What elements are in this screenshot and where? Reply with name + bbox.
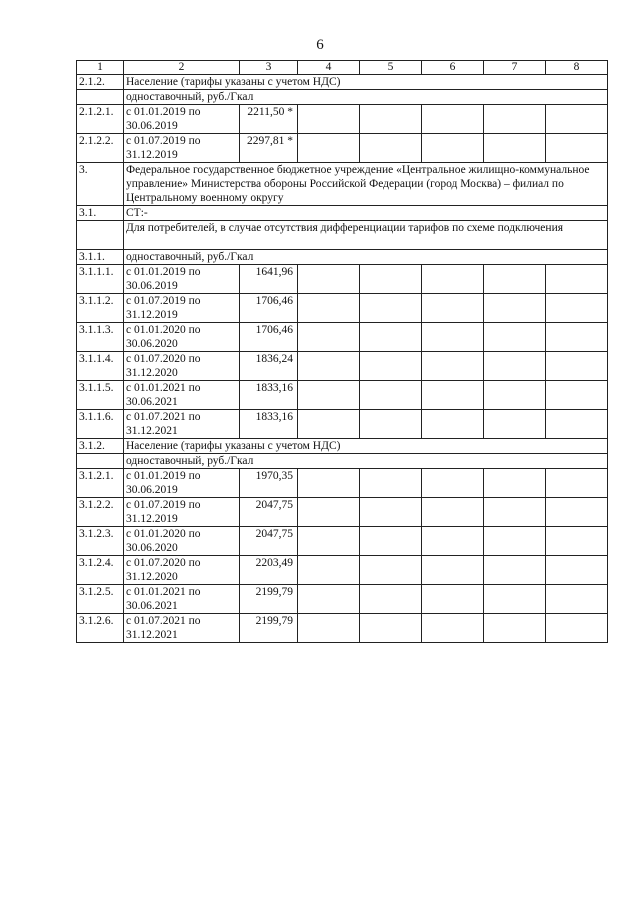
column-header: 3 xyxy=(240,61,298,75)
empty-cell xyxy=(422,585,484,614)
row-number: 3. xyxy=(77,163,124,206)
period-cell: с 01.07.2019 по 31.12.2019 xyxy=(124,134,240,163)
empty-cell xyxy=(546,323,608,352)
period-cell: с 01.07.2019 по 31.12.2019 xyxy=(124,294,240,323)
period-cell: с 01.01.2021 по 30.06.2021 xyxy=(124,585,240,614)
tariff-table xyxy=(76,60,608,643)
section-row xyxy=(77,439,608,454)
empty-cell xyxy=(298,556,360,585)
section-row xyxy=(77,206,608,221)
empty-cell xyxy=(484,294,546,323)
empty-cell xyxy=(422,105,484,134)
tariff-value: 1833,16 xyxy=(240,381,298,410)
row-number: 3.1.1.6. xyxy=(77,410,124,439)
section-title: Федеральное государственное бюджетное учреждение «Центральное жилищно-коммунальное управление» Министерства обороны Российской Федерации (город Москва) – филиал по Центральному военному округу xyxy=(124,163,608,206)
empty-cell xyxy=(484,585,546,614)
row-number xyxy=(77,454,124,469)
column-header: 6 xyxy=(422,61,484,75)
empty-cell xyxy=(360,381,422,410)
period-cell: с 01.01.2019 по 30.06.2019 xyxy=(124,469,240,498)
section-title: Для потребителей, в случае отсутствия дифференциации тарифов по схеме подключения xyxy=(124,221,608,250)
row-number: 3.1.1.2. xyxy=(77,294,124,323)
row-number: 3.1.2.4. xyxy=(77,556,124,585)
tariff-row xyxy=(77,134,608,163)
row-number: 3.1.2.3. xyxy=(77,527,124,556)
empty-cell xyxy=(546,614,608,643)
section-row xyxy=(77,75,608,90)
period-cell: с 01.07.2020 по 31.12.2020 xyxy=(124,556,240,585)
section-row xyxy=(77,163,608,206)
empty-cell xyxy=(360,527,422,556)
empty-cell xyxy=(298,352,360,381)
empty-cell xyxy=(422,556,484,585)
row-number: 2.1.2.1. xyxy=(77,105,124,134)
empty-cell xyxy=(422,323,484,352)
row-number: 3.1.2.6. xyxy=(77,614,124,643)
row-number: 3.1. xyxy=(77,206,124,221)
empty-cell xyxy=(484,381,546,410)
section-row xyxy=(77,454,608,469)
period-cell: с 01.07.2020 по 31.12.2020 xyxy=(124,352,240,381)
tariff-value: 2297,81 * xyxy=(240,134,298,163)
empty-cell xyxy=(360,410,422,439)
empty-cell xyxy=(546,381,608,410)
empty-cell xyxy=(546,410,608,439)
tariff-value: 1970,35 xyxy=(240,469,298,498)
empty-cell xyxy=(360,614,422,643)
empty-cell xyxy=(298,265,360,294)
tariff-value: 1836,24 xyxy=(240,352,298,381)
empty-cell xyxy=(360,352,422,381)
tariff-row xyxy=(77,105,608,134)
empty-cell xyxy=(484,265,546,294)
tariff-value: 2199,79 xyxy=(240,585,298,614)
period-cell: с 01.01.2019 по 30.06.2019 xyxy=(124,105,240,134)
section-title: СТ:- xyxy=(124,206,608,221)
tariff-value: 1833,16 xyxy=(240,410,298,439)
empty-cell xyxy=(484,527,546,556)
row-number: 3.1.2.1. xyxy=(77,469,124,498)
tariff-row xyxy=(77,469,608,498)
section-row xyxy=(77,221,608,250)
section-row xyxy=(77,250,608,265)
empty-cell xyxy=(422,527,484,556)
tariff-row xyxy=(77,265,608,294)
tariff-value: 1641,96 xyxy=(240,265,298,294)
section-title: одноставочный, руб./Гкал xyxy=(124,90,608,105)
empty-cell xyxy=(422,498,484,527)
tariff-row xyxy=(77,352,608,381)
empty-cell xyxy=(546,105,608,134)
tariff-value: 2047,75 xyxy=(240,527,298,556)
empty-cell xyxy=(360,556,422,585)
empty-cell xyxy=(360,105,422,134)
row-number: 3.1.1.1. xyxy=(77,265,124,294)
section-title: Население (тарифы указаны с учетом НДС) xyxy=(124,75,608,90)
period-cell: с 01.01.2019 по 30.06.2019 xyxy=(124,265,240,294)
empty-cell xyxy=(546,294,608,323)
tariff-row xyxy=(77,323,608,352)
empty-cell xyxy=(298,323,360,352)
empty-cell xyxy=(422,265,484,294)
empty-cell xyxy=(546,498,608,527)
row-number xyxy=(77,90,124,105)
empty-cell xyxy=(546,265,608,294)
tariff-row xyxy=(77,381,608,410)
tariff-row xyxy=(77,527,608,556)
period-cell: с 01.07.2021 по 31.12.2021 xyxy=(124,614,240,643)
tariff-value: 2047,75 xyxy=(240,498,298,527)
empty-cell xyxy=(298,105,360,134)
column-header: 7 xyxy=(484,61,546,75)
empty-cell xyxy=(484,134,546,163)
section-row xyxy=(77,90,608,105)
empty-cell xyxy=(298,294,360,323)
row-number: 3.1.2.2. xyxy=(77,498,124,527)
empty-cell xyxy=(484,614,546,643)
empty-cell xyxy=(298,498,360,527)
empty-cell xyxy=(484,556,546,585)
period-cell: с 01.01.2020 по 30.06.2020 xyxy=(124,323,240,352)
empty-cell xyxy=(484,105,546,134)
empty-cell xyxy=(360,265,422,294)
empty-cell xyxy=(484,410,546,439)
empty-cell xyxy=(546,469,608,498)
empty-cell xyxy=(422,614,484,643)
empty-cell xyxy=(422,381,484,410)
empty-cell xyxy=(360,134,422,163)
row-number: 3.1.1. xyxy=(77,250,124,265)
empty-cell xyxy=(360,294,422,323)
column-header: 4 xyxy=(298,61,360,75)
empty-cell xyxy=(422,294,484,323)
empty-cell xyxy=(422,469,484,498)
empty-cell xyxy=(360,323,422,352)
tariff-value: 2199,79 xyxy=(240,614,298,643)
empty-cell xyxy=(484,352,546,381)
tariff-row xyxy=(77,614,608,643)
row-number: 3.1.1.5. xyxy=(77,381,124,410)
period-cell: с 01.07.2019 по 31.12.2019 xyxy=(124,498,240,527)
empty-cell xyxy=(360,498,422,527)
empty-cell xyxy=(546,352,608,381)
section-title: Население (тарифы указаны с учетом НДС) xyxy=(124,439,608,454)
empty-cell xyxy=(360,585,422,614)
column-header: 1 xyxy=(77,61,124,75)
empty-cell xyxy=(484,469,546,498)
tariff-row xyxy=(77,556,608,585)
tariff-row xyxy=(77,498,608,527)
column-header: 5 xyxy=(360,61,422,75)
empty-cell xyxy=(484,323,546,352)
empty-cell xyxy=(298,614,360,643)
period-cell: с 01.07.2021 по 31.12.2021 xyxy=(124,410,240,439)
empty-cell xyxy=(546,134,608,163)
empty-cell xyxy=(546,585,608,614)
empty-cell xyxy=(298,527,360,556)
row-number: 3.1.1.4. xyxy=(77,352,124,381)
tariff-value: 1706,46 xyxy=(240,294,298,323)
row-number: 2.1.2. xyxy=(77,75,124,90)
empty-cell xyxy=(298,381,360,410)
period-cell: с 01.01.2020 по 30.06.2020 xyxy=(124,527,240,556)
row-number: 3.1.2. xyxy=(77,439,124,454)
section-title: одноставочный, руб./Гкал xyxy=(124,250,608,265)
empty-cell xyxy=(546,556,608,585)
row-number: 3.1.1.3. xyxy=(77,323,124,352)
row-number: 3.1.2.5. xyxy=(77,585,124,614)
empty-cell xyxy=(298,134,360,163)
empty-cell xyxy=(298,469,360,498)
empty-cell xyxy=(484,498,546,527)
period-cell: с 01.01.2021 по 30.06.2021 xyxy=(124,381,240,410)
tariff-value: 1706,46 xyxy=(240,323,298,352)
empty-cell xyxy=(360,469,422,498)
section-title: одноставочный, руб./Гкал xyxy=(124,454,608,469)
empty-cell xyxy=(422,352,484,381)
empty-cell xyxy=(298,585,360,614)
empty-cell xyxy=(546,527,608,556)
tariff-value: 2211,50 * xyxy=(240,105,298,134)
tariff-row xyxy=(77,294,608,323)
row-number xyxy=(77,221,124,250)
empty-cell xyxy=(422,410,484,439)
column-header: 2 xyxy=(124,61,240,75)
empty-cell xyxy=(422,134,484,163)
page-number: 6 xyxy=(316,37,324,53)
row-number: 2.1.2.2. xyxy=(77,134,124,163)
empty-cell xyxy=(298,410,360,439)
tariff-row xyxy=(77,410,608,439)
column-number-header xyxy=(77,61,608,75)
column-header: 8 xyxy=(546,61,608,75)
tariff-value: 2203,49 xyxy=(240,556,298,585)
tariff-row xyxy=(77,585,608,614)
